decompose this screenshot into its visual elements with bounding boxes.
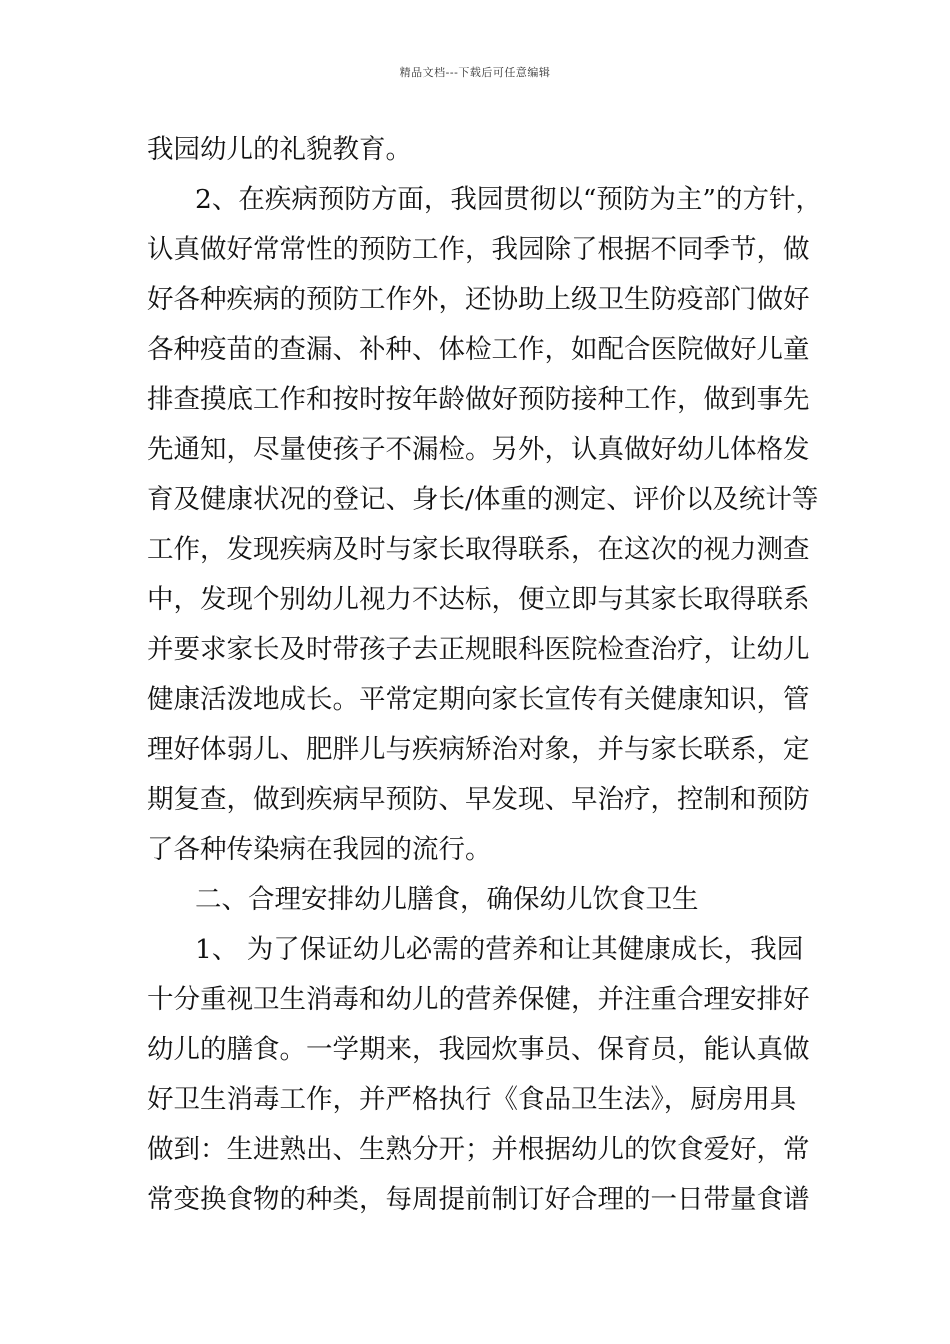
text-line-5: 各种疫苗的查漏、补种、体检工作，如配合医院做好儿童: [147, 334, 810, 365]
text-line-1: 我园幼儿的礼貌教育。: [147, 134, 412, 165]
text-line-15: 了各种传染病在我园的流行。: [147, 834, 492, 865]
text-line-9: 工作，发现疾病及时与家长取得联系，在这次的视力测查: [147, 534, 810, 565]
text-line-20: 好卫生消毒工作，并严格执行《食品卫生法》，厨房用具: [147, 1084, 797, 1115]
text-line-13: 理好体弱儿、肥胖儿与疾病矫治对象，并与家长联系，定: [147, 734, 810, 765]
text-line-3: 认真做好常常性的预防工作，我园除了根据不同季节，做: [147, 234, 810, 265]
text-line-11: 并要求家长及时带孩子去正规眼科医院检查治疗，让幼儿: [147, 634, 810, 665]
section-heading: 二、合理安排幼儿膳食，确保幼儿饮食卫生: [195, 884, 699, 915]
text-line-6: 排查摸底工作和按时按年龄做好预防接种工作，做到事先: [147, 384, 810, 415]
text-line-4: 好各种疾病的预防工作外，还协助上级卫生防疫部门做好: [147, 284, 810, 315]
text-line-7: 先通知，尽量使孩子不漏检。另外，认真做好幼儿体格发: [147, 434, 810, 465]
text-line-14: 期复查，做到疾病早预防、早发现、早治疗，控制和预防: [147, 784, 810, 815]
text-line-12: 健康活泼地成长。平常定期向家长宣传有关健康知识，管: [147, 684, 810, 715]
text-line-18: 十分重视卫生消毒和幼儿的营养保健，并注重合理安排好: [147, 984, 810, 1015]
text-line-8: 育及健康状况的登记、身长/体重的测定、评价以及统计等: [147, 484, 819, 515]
text-line-10: 中，发现个别幼儿视力不达标，便立即与其家长取得联系: [147, 584, 810, 615]
text-line-19: 幼儿的膳食。一学期来，我园炊事员、保育员，能认真做: [147, 1034, 810, 1065]
text-line-17: 1、 为了保证幼儿必需的营养和让其健康成长，我园: [195, 934, 804, 965]
page-header: 精品文档---下载后可任意编辑: [399, 66, 551, 79]
text-line-21: 做到：生进熟出、生熟分开；并根据幼儿的饮食爱好，常: [147, 1134, 810, 1165]
text-line-22: 常变换食物的种类，每周提前制订好合理的一日带量食谱: [147, 1184, 810, 1215]
text-line-2: 2、在疾病预防方面，我园贯彻以“预防为主”的方针，: [195, 184, 822, 215]
